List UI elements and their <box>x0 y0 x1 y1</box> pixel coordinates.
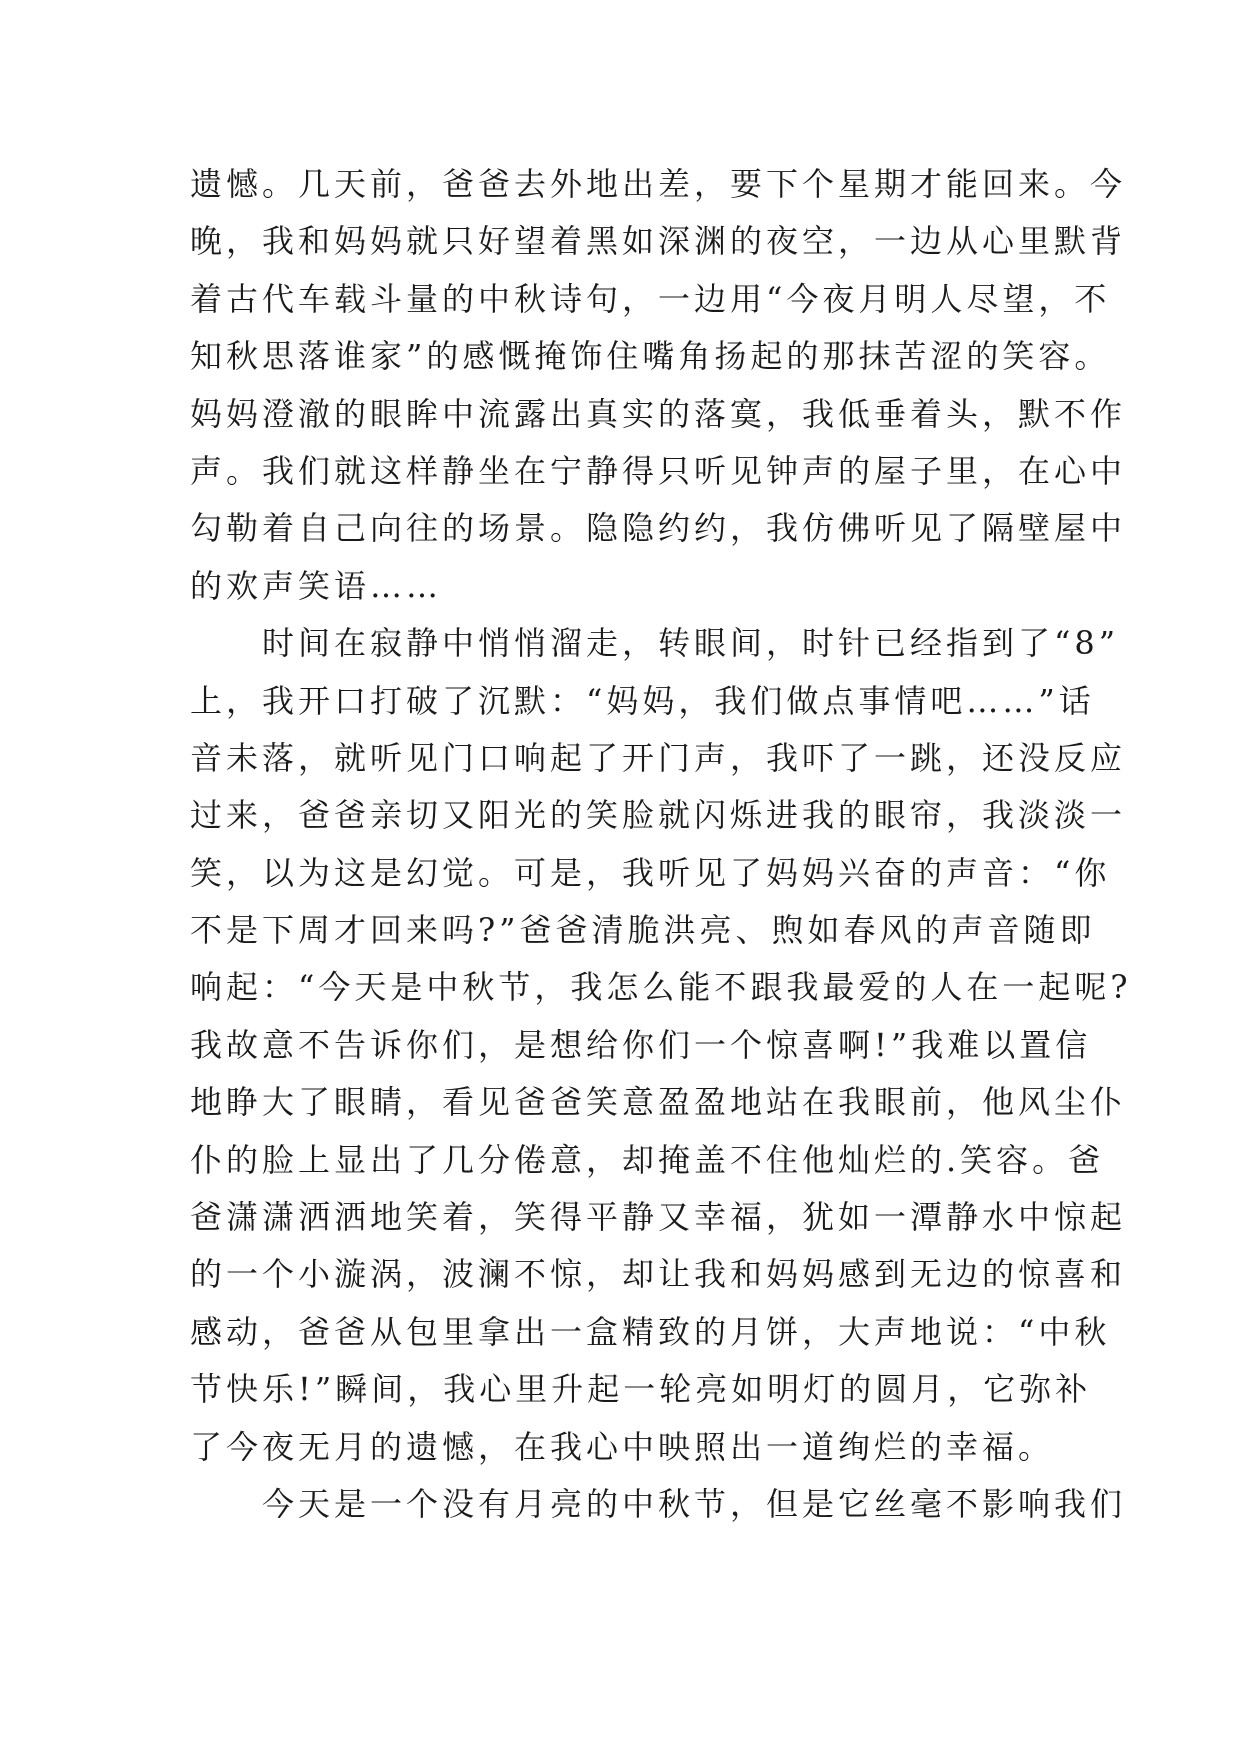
text-line: 上，我开口打破了沉默：“妈妈，我们做点事情吧……”话 <box>190 681 1095 720</box>
text-line: 节快乐!”瞬间，我心里升起一轮亮如明灯的圆月，它弥补 <box>190 1370 1092 1409</box>
text-line: 笑，以为这是幻觉。可是，我听见了妈妈兴奋的声音：“你 <box>190 853 1111 892</box>
text-line: 的欢声笑语…… <box>190 566 443 605</box>
text-line: 今天是一个没有月亮的中秋节，但是它丝毫不影响我们 <box>190 1484 1127 1523</box>
body-text <box>190 156 1132 1533</box>
text-line: 遗憾。几天前，爸爸去外地出差，要下个星期才能回来。今 <box>190 165 1127 203</box>
text-line: 我故意不告诉你们，是想给你们一个惊喜啊!”我难以置信 <box>190 1025 1092 1064</box>
text-line: 时间在寂静中悄悄溜走，转眼间，时针已经指到了“8” <box>190 624 1120 663</box>
text-line: 着古代车载斗量的中秋诗句，一边用“今夜月明人尽望，不 <box>190 279 1111 318</box>
text-line: 不是下周才回来吗?”爸爸清脆洪亮、煦如春风的声音随即 <box>190 911 1096 950</box>
text-line: 晚，我和妈妈就只好望着黑如深渊的夜空，一边从心里默背 <box>190 222 1127 261</box>
text-line: 过来，爸爸亲切又阳光的笑脸就闪烁进我的眼帘，我淡淡一 <box>190 796 1127 835</box>
text-line: 爸潇潇洒洒地笑着，笑得平静又幸福，犹如一潭静水中惊起 <box>190 1198 1127 1237</box>
text-line: 的一个小漩涡，波澜不惊，却让我和妈妈感到无边的惊喜和 <box>190 1255 1127 1294</box>
text-line: 音未落，就听见门口响起了开门声，我吓了一跳，还没反应 <box>190 738 1127 777</box>
text-line: 声。我们就这样静坐在宁静得只听见钟声的屋子里，在心中 <box>190 451 1127 490</box>
text-line: 了今夜无月的遗憾，在我心中映照出一道绚烂的幸福。 <box>190 1427 1055 1466</box>
text-line: 妈妈澄澈的眼眸中流露出真实的落寞，我低垂着头，默不作 <box>190 394 1127 433</box>
text-line: 勾勒着自己向往的场景。隐隐约约，我仿佛听见了隔壁屋中 <box>190 509 1127 548</box>
text-line: 感动，爸爸从包里拿出一盒精致的月饼，大声地说：“中秋 <box>190 1312 1111 1351</box>
text-line: 地睁大了眼睛，看见爸爸笑意盈盈地站在我眼前，他风尘仆 <box>190 1083 1127 1122</box>
text-line: 知秋思落谁家”的感慨掩饰住嘴角扬起的那抹苦涩的笑容。 <box>190 337 1111 376</box>
text-line: 响起：“今天是中秋节，我怎么能不跟我最爱的人在一起呢? <box>190 968 1132 1007</box>
text-line: 仆的脸上显出了几分倦意，却掩盖不住他灿烂的.笑容。爸 <box>190 1140 1105 1179</box>
